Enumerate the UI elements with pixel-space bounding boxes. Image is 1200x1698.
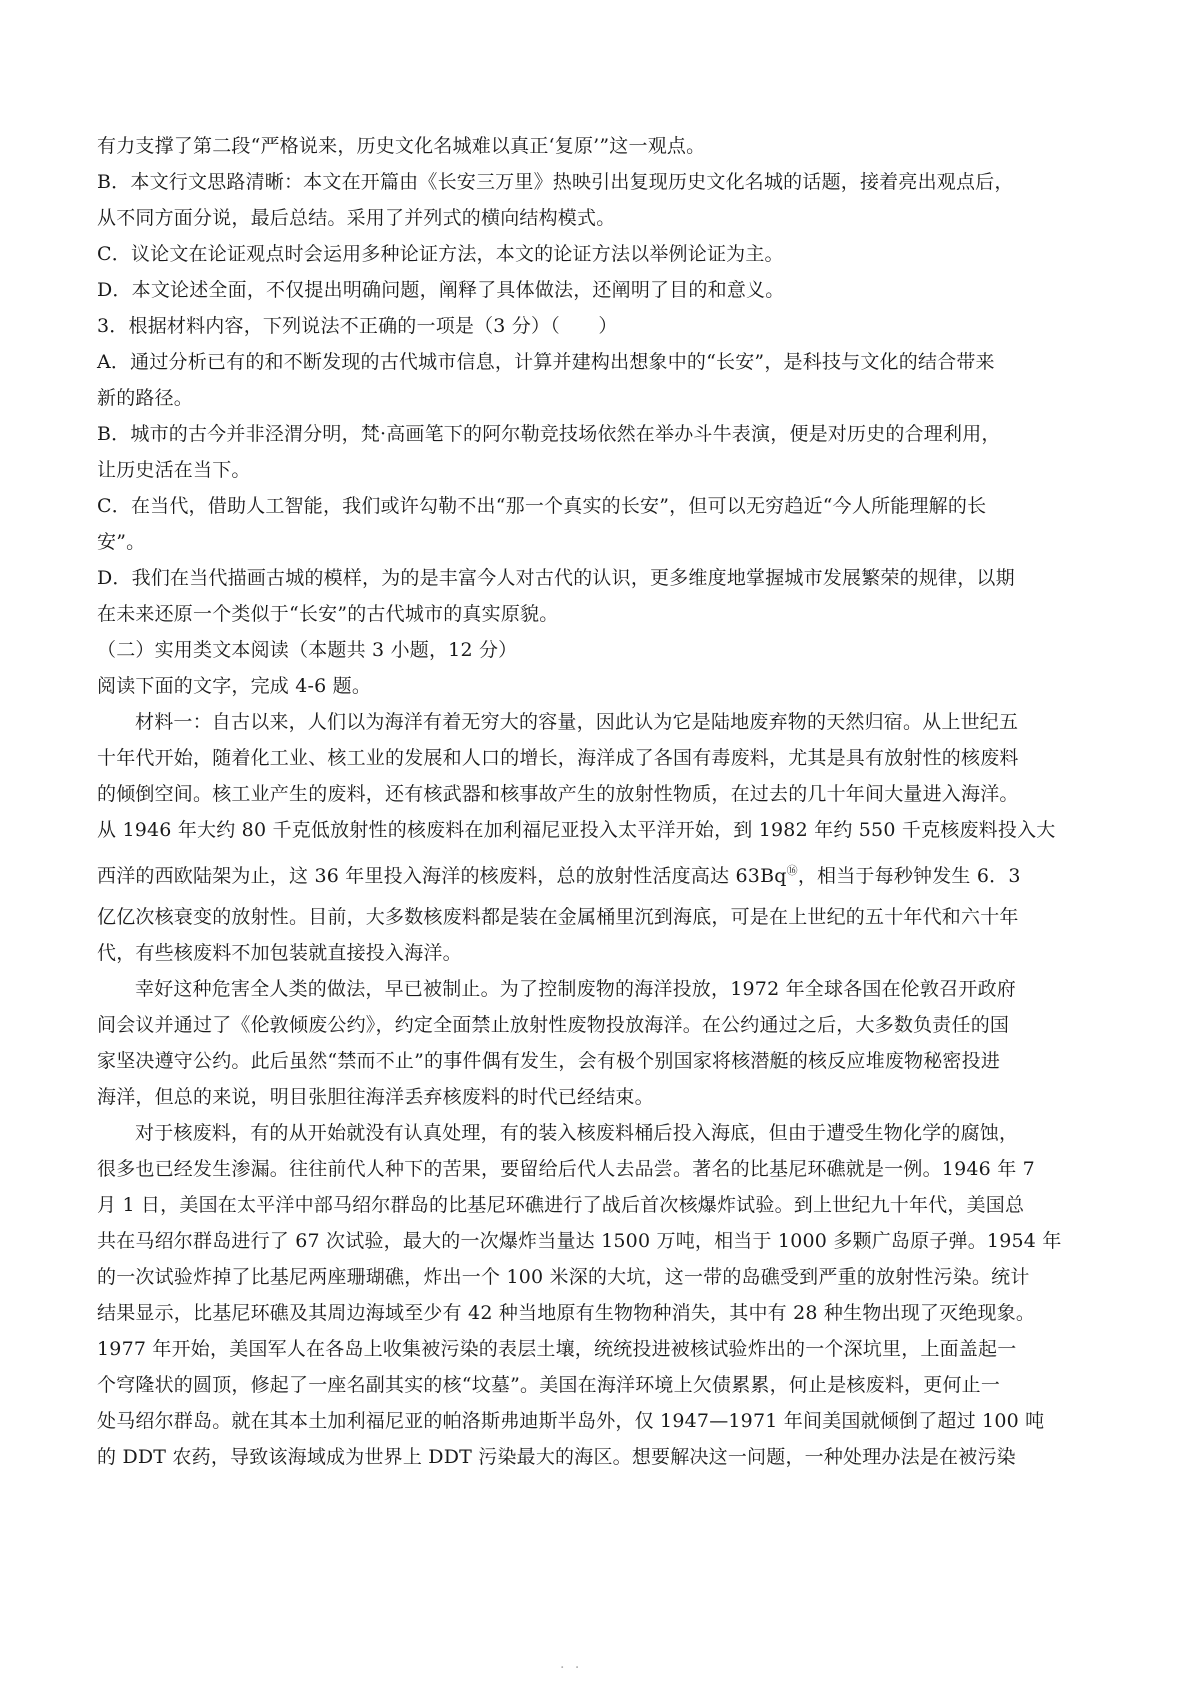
material-line: 的 DDT 农药，导致该海域成为世界上 DDT 污染最大的海区。想要解决这一问题，一种处理办法是在被污染 [97,1446,1016,1468]
page-footer-mark: · · [560,1660,583,1676]
material-line: 海洋，但总的来说，明目张胆往海洋丢弃核废料的时代已经结束。 [97,1086,654,1108]
material-text: 西洋的西欧陆架为止，这 36 年里投入海洋的核废料，总的放射性活度高达 63Bq [97,865,787,887]
superscript-mark: ⑯ [786,864,798,877]
material-line: 幸好这种危害全人类的做法，早已被制止。为了控制废物的海洋投放，1972 年全球各国在伦敦召开政府 [135,978,1016,1000]
material-line: 材料一：自古以来，人们以为海洋有着无穷大的容量，因此认为它是陆地废弃物的天然归宿。从上世纪五 [135,711,1019,733]
option-b-line: B．城市的古今并非泾渭分明，梵·高画笔下的阿尔勒竞技场依然在举办斗牛表演，便是对历史的合理利用， [97,423,1001,445]
material-line: 的倾倒空间。核工业产生的废料，还有核武器和核事故产生的放射性物质，在过去的几十年间大量进入海洋。 [97,783,1019,805]
text-line: 有力支撑了第二段“严格说来，历史文化名城难以真正‘复原’”这一观点。 [97,135,706,157]
material-line: 处马绍尔群岛。就在其本土加利福尼亚的帕洛斯弗迪斯半岛外，仅 1947—1971 年间美国就倾倒了超过 100 吨 [97,1410,1045,1432]
material-line: 亿亿次核衰变的放射性。目前，大多数核废料都是装在金属桶里沉到海底，可是在上世纪的五十年代和六十年 [97,906,1019,928]
text-line: 从不同方面分说，最后总结。采用了并列式的横向结构模式。 [97,207,616,229]
option-c-line: C．在当代，借助人工智能，我们或许勾勒不出“那一个真实的长安”，但可以无穷趋近“今人所能理解的长 [97,495,987,517]
material-line: 1977 年开始，美国军人在各岛上收集被污染的表层土壤，统统投进被核试验炸出的一个深坑里，上面盖起一 [97,1338,1017,1360]
material-one [97,704,1107,1475]
material-line: 从 1946 年大约 80 千克低放射性的核废料在加利福尼亚投入太平洋开始，到 1982 年约 550 千克核废料投入大 [97,819,1056,841]
material-line-with-superscript [97,848,1107,899]
material-line: 对于核废料，有的从开始就没有认真处理，有的装入核废料桶后投入海底，但由于遭受生物化学的腐蚀， [135,1122,1019,1144]
material-line: 月 1 日，美国在太平洋中部马绍尔群岛的比基尼环礁进行了战后首次核爆炸试验。到上世纪九十年代，美国总 [97,1194,1025,1216]
material-line: 很多也已经发生渗漏。往往前代人种下的苦果，要留给后代人去品尝。著名的比基尼环礁就是一例。1946 年 7 [97,1158,1035,1180]
material-line: 个穹隆状的圆顶，修起了一座名副其实的核“坟墓”。美国在海洋环境上欠债累累，何止是核废料，更何止一 [97,1374,1001,1396]
question-3: 3．根据材料内容，下列说法不正确的一项是（3 分）（ ） [97,315,618,337]
text-line: 让历史活在当下。 [97,459,251,481]
text-line: 安”。 [97,531,146,553]
material-line: 共在马绍尔群岛进行了 67 次试验，最大的一次爆炸当量达 1500 万吨，相当于 1000 多颗广岛原子弹。1954 年 [97,1230,1062,1252]
option-c-line: C．议论文在论证观点时会运用多种论证方法，本文的论证方法以举例论证为主。 [97,243,784,265]
exam-page [97,128,1107,1475]
option-d-line: D．本文论述全面，不仅提出明确问题，阐释了具体做法，还阐明了目的和意义。 [97,279,785,301]
options-block [97,128,1107,704]
text-line: 在未来还原一个类似于“长安”的古代城市的真实原貌。 [97,603,559,625]
instruction: 阅读下面的文字，完成 4-6 题。 [97,675,372,697]
material-text: ，相当于每秒钟发生 6．3 [797,865,1021,887]
option-d-line: D．我们在当代描画古城的模样，为的是丰富今人对古代的认识，更多维度地掌握城市发展繁荣的规律，以期 [97,567,1015,589]
option-b-line: B．本文行文思路清晰：本文在开篇由《长安三万里》热映引出复现历史文化名城的话题，接着亮出观点后， [97,171,1014,193]
material-line: 十年代开始，随着化工业、核工业的发展和人口的增长，海洋成了各国有毒废料，尤其是具有放射性的核废料 [97,747,1019,769]
material-line: 的一次试验炸掉了比基尼两座珊瑚礁，炸出一个 100 米深的大坑，这一带的岛礁受到严重的放射性污染。统计 [97,1266,1030,1288]
material-line: 代，有些核废料不加包装就直接投入海洋。 [97,942,462,964]
section-heading: （二）实用类文本阅读（本题共 3 小题，12 分） [97,639,518,661]
material-line: 结果显示，比基尼环礁及其周边海域至少有 42 种当地原有生物物种消失，其中有 28 种生物出现了灭绝现象。 [97,1302,1036,1324]
material-line: 家坚决遵守公约。此后虽然“禁而不止”的事件偶有发生，会有极个别国家将核潜艇的核反应堆废物秘密投进 [97,1050,1001,1072]
option-a-line: A．通过分析已有的和不断发现的古代城市信息，计算并建构出想象中的“长安”，是科技与文化的结合带来 [97,351,995,373]
material-line: 间会议并通过了《伦敦倾废公约》，约定全面禁止放射性废物投放海洋。在公约通过之后，大多数负责任的国 [97,1014,1010,1036]
text-line: 新的路径。 [97,387,194,409]
